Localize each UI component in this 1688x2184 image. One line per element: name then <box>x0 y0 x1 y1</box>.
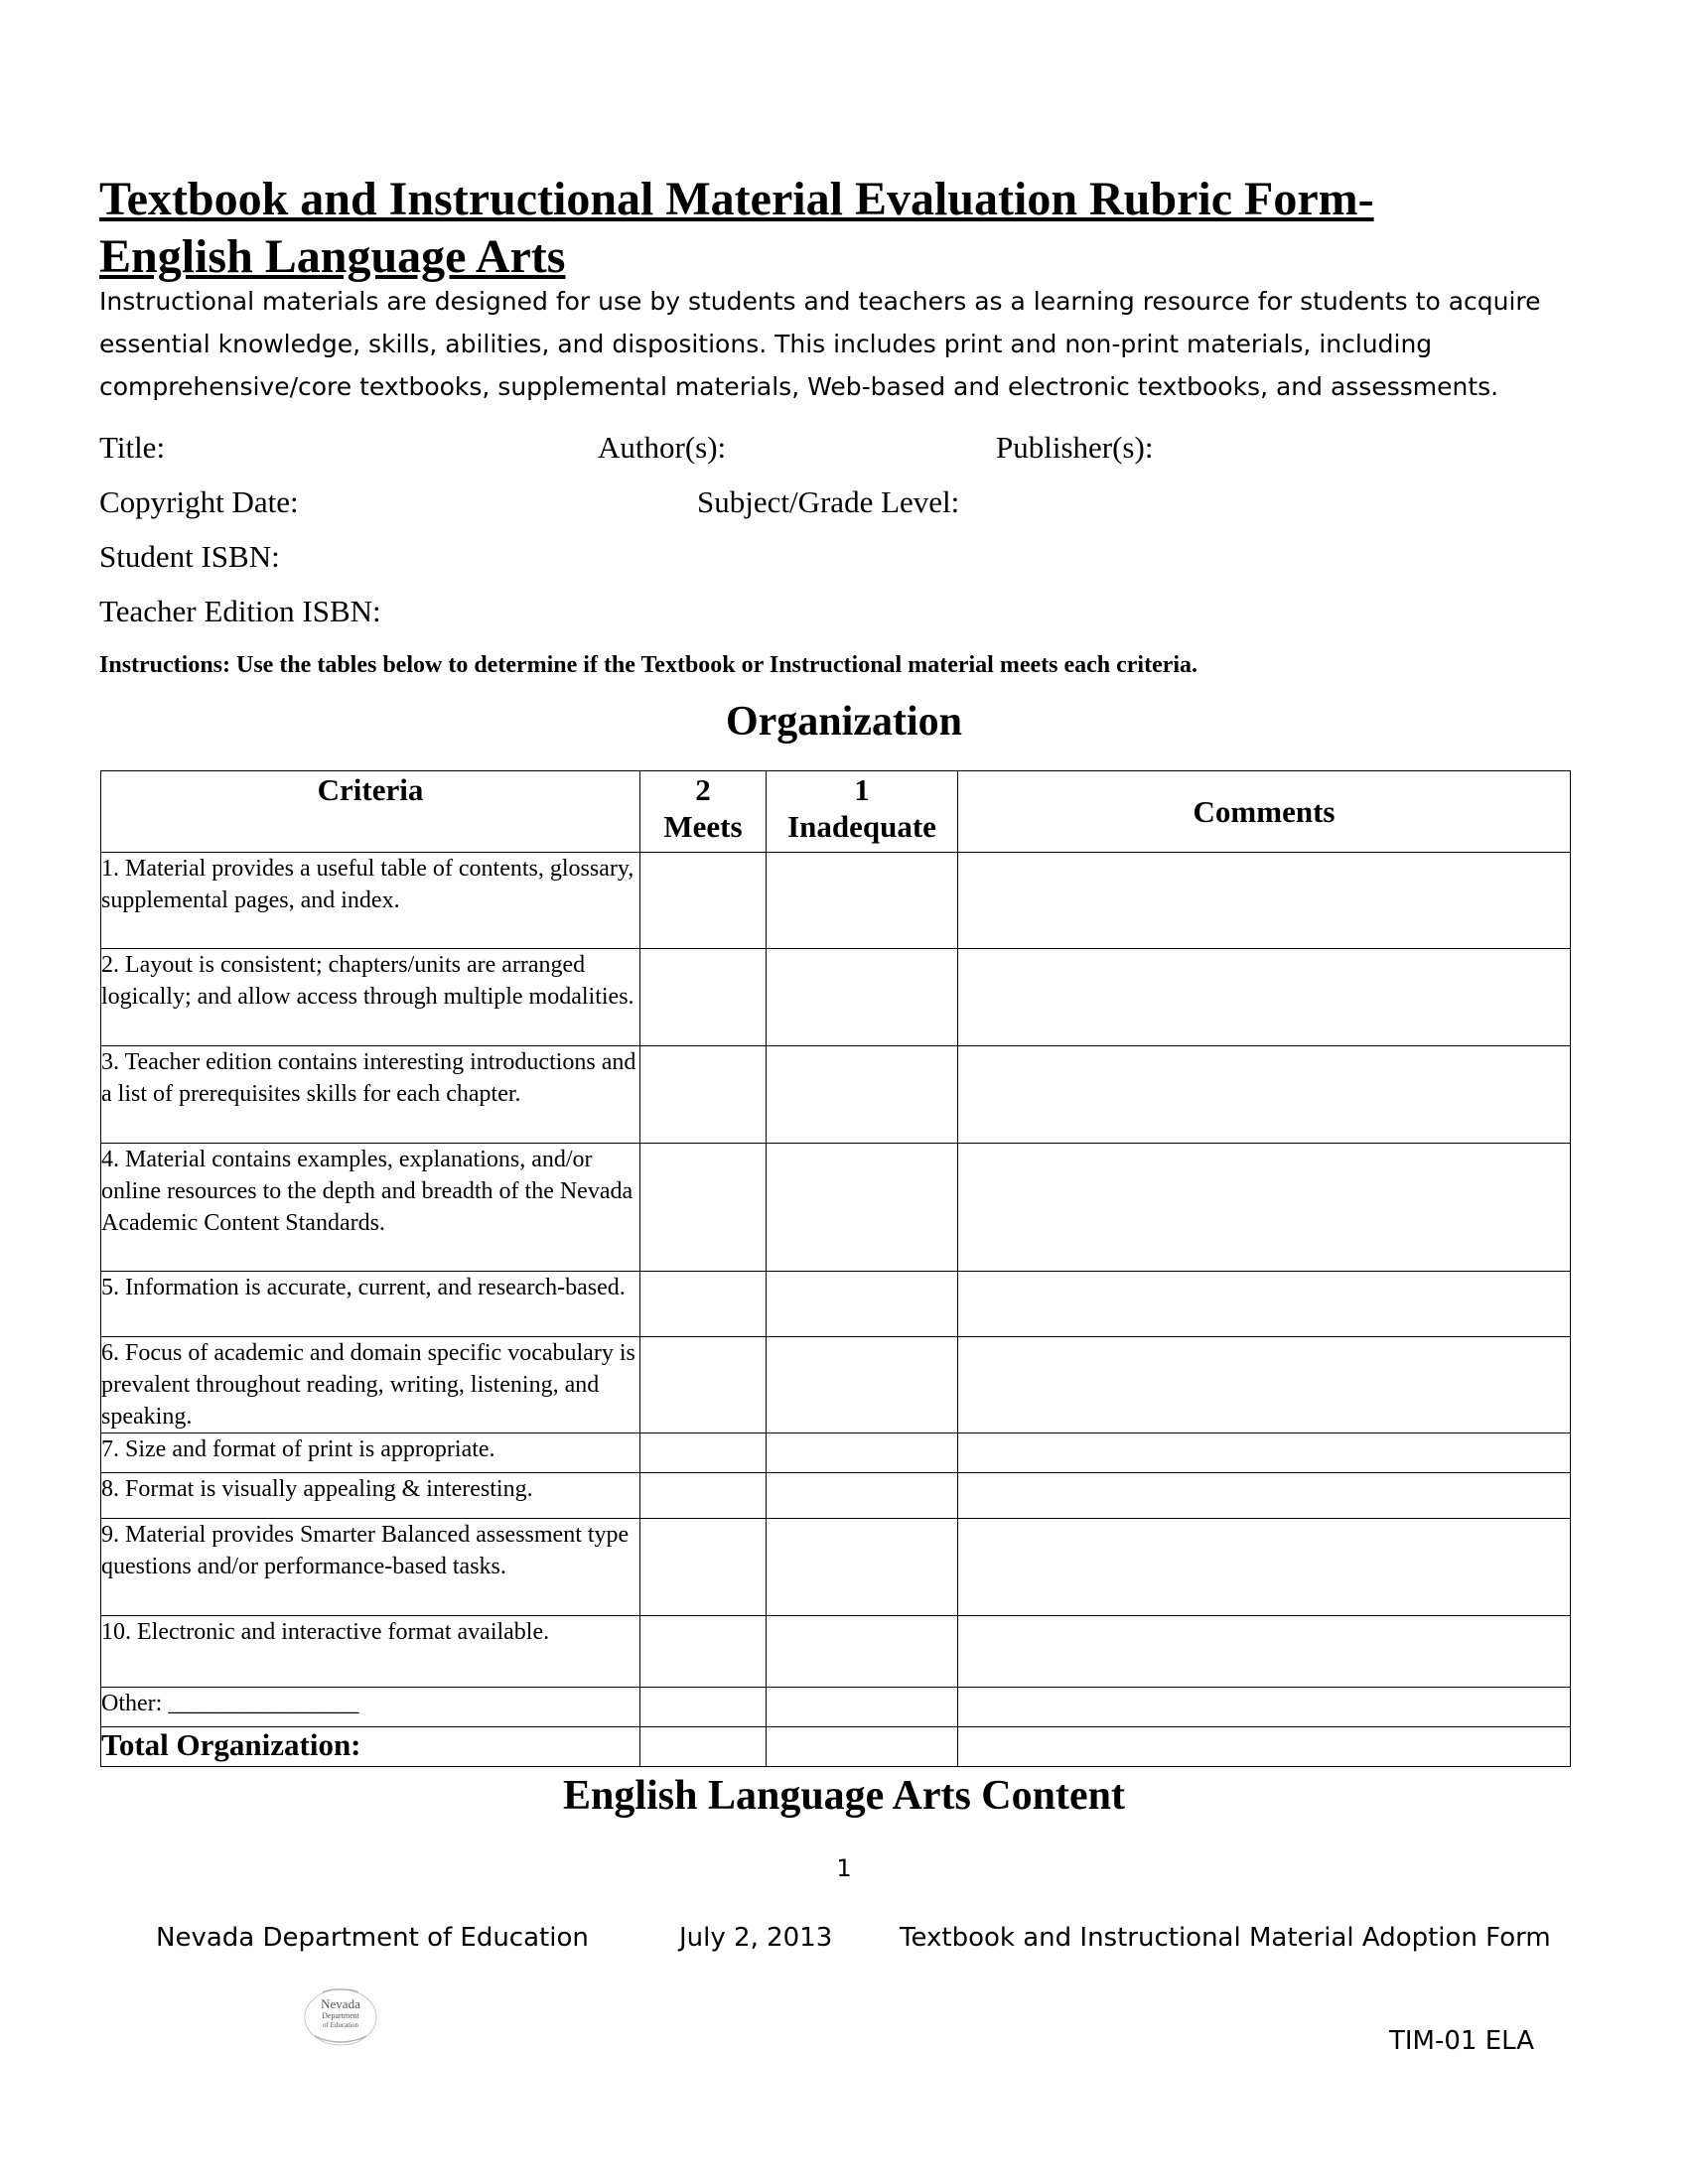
page-number: 1 <box>836 1854 852 1882</box>
criterion-10-text: 10. Electronic and interactive format available. <box>101 1616 640 1688</box>
intro-line-1: Instructional materials are designed for use by students and teachers as a learning resource for students to acquire <box>99 287 1541 316</box>
criterion-4-inadequate-cell[interactable] <box>767 1144 958 1272</box>
table-row <box>101 1046 1571 1144</box>
table-row <box>101 1144 1571 1272</box>
meets-label: Meets <box>663 809 743 844</box>
criterion-2-comments-cell[interactable] <box>958 949 1571 1046</box>
criterion-8-meets-cell[interactable] <box>640 1473 767 1519</box>
criterion-5-comments-cell[interactable] <box>958 1272 1571 1337</box>
inadequate-label: Inadequate <box>787 809 936 844</box>
criterion-3-comments-cell[interactable] <box>958 1046 1571 1144</box>
criterion-7-text: 7. Size and format of print is appropriate. <box>101 1433 640 1473</box>
criterion-3-meets-cell[interactable] <box>640 1046 767 1144</box>
criterion-1-comments-cell[interactable] <box>958 853 1571 949</box>
criterion-7-comments-cell[interactable] <box>958 1433 1571 1473</box>
criterion-2-text: 2. Layout is consistent; chapters/units are arranged logically; and allow access through multiple modalities. <box>101 949 640 1046</box>
teacher-isbn-field-label: Teacher Edition ISBN: <box>99 594 381 628</box>
table-row <box>101 1272 1571 1337</box>
inadequate-column-header <box>767 771 958 853</box>
criterion-1-text: 1. Material provides a useful table of contents, glossary, supplemental pages, and index. <box>101 853 640 949</box>
criterion-other-meets-cell[interactable] <box>640 1688 767 1727</box>
table-row <box>101 1337 1571 1433</box>
table-row <box>101 1519 1571 1616</box>
footer-department: Nevada Department of Education <box>156 1923 589 1953</box>
copyright-date-field-label: Copyright Date: <box>99 484 299 519</box>
organization-rubric-table <box>100 770 1571 1767</box>
criterion-6-comments-cell[interactable] <box>958 1337 1571 1433</box>
criterion-5-text: 5. Information is accurate, current, and research-based. <box>101 1272 640 1337</box>
footer-form-name: Textbook and Instructional Material Adoption Form <box>900 1923 1551 1953</box>
criterion-9-comments-cell[interactable] <box>958 1519 1571 1616</box>
criterion-4-comments-cell[interactable] <box>958 1144 1571 1272</box>
instructions-text: Instructions: Use the tables below to determine if the Textbook or Instructional material meets each criteria. <box>99 652 1198 678</box>
intro-line-3: comprehensive/core textbooks, supplemental materials, Web-based and electronic textbooks, and assessments. <box>99 372 1499 401</box>
title-line-1: Textbook and Instructional Material Evaluation Rubric Form- <box>99 173 1374 225</box>
total-organization-label: Total Organization: <box>101 1727 640 1767</box>
total-inadequate-cell[interactable] <box>767 1727 958 1767</box>
meets-column-header <box>640 771 767 853</box>
criterion-6-text: 6. Focus of academic and domain specific vocabulary is prevalent throughout reading, writing, listening, and speaking. <box>101 1337 640 1433</box>
ela-content-heading: English Language Arts Content <box>563 1773 1125 1819</box>
criterion-other-comments-cell[interactable] <box>958 1688 1571 1727</box>
criterion-7-inadequate-cell[interactable] <box>767 1433 958 1473</box>
criterion-6-inadequate-cell[interactable] <box>767 1337 958 1433</box>
table-row <box>101 1473 1571 1519</box>
criterion-10-comments-cell[interactable] <box>958 1616 1571 1688</box>
criterion-9-meets-cell[interactable] <box>640 1519 767 1616</box>
criterion-other-inadequate-cell[interactable] <box>767 1688 958 1727</box>
criterion-8-text: 8. Format is visually appealing & interesting. <box>101 1473 640 1519</box>
title-line-2: English Language Arts <box>99 230 566 283</box>
title-field-label: Title: <box>99 430 166 465</box>
criterion-4-meets-cell[interactable] <box>640 1144 767 1272</box>
table-row <box>101 949 1571 1046</box>
criterion-3-text: 3. Teacher edition contains interesting introductions and a list of prerequisites skills for each chapter. <box>101 1046 640 1144</box>
footer-date: July 2, 2013 <box>679 1923 833 1953</box>
table-row <box>101 1688 1571 1727</box>
logo-text-3: of Education <box>323 2021 358 2029</box>
logo-text-1: Nevada <box>321 1996 360 2011</box>
organization-heading: Organization <box>726 699 962 745</box>
criterion-5-meets-cell[interactable] <box>640 1272 767 1337</box>
meets-score: 2 <box>695 772 711 807</box>
criterion-5-inadequate-cell[interactable] <box>767 1272 958 1337</box>
student-isbn-field-label: Student ISBN: <box>99 539 280 574</box>
table-row <box>101 1616 1571 1688</box>
criterion-4-text: 4. Material contains examples, explanations, and/or online resources to the depth and breadth of the Nevada Academic Content Standards. <box>101 1144 640 1272</box>
table-row <box>101 853 1571 949</box>
criterion-9-inadequate-cell[interactable] <box>767 1519 958 1616</box>
criterion-1-inadequate-cell[interactable] <box>767 853 958 949</box>
criterion-other-text: Other: ________________ <box>101 1688 640 1727</box>
criterion-8-comments-cell[interactable] <box>958 1473 1571 1519</box>
total-comments-cell[interactable] <box>958 1727 1571 1767</box>
criterion-7-meets-cell[interactable] <box>640 1433 767 1473</box>
criterion-2-inadequate-cell[interactable] <box>767 949 958 1046</box>
criterion-10-inadequate-cell[interactable] <box>767 1616 958 1688</box>
criterion-2-meets-cell[interactable] <box>640 949 767 1046</box>
subject-grade-field-label: Subject/Grade Level: <box>697 484 960 519</box>
criterion-9-text: 9. Material provides Smarter Balanced assessment type questions and/or performance-based tasks. <box>101 1519 640 1616</box>
inadequate-score: 1 <box>854 772 870 807</box>
criterion-10-meets-cell[interactable] <box>640 1616 767 1688</box>
document-title <box>99 171 1589 286</box>
table-row <box>101 1433 1571 1473</box>
nevada-doe-logo-icon <box>301 1986 380 2048</box>
criteria-column-header: Criteria <box>101 771 640 853</box>
intro-paragraph <box>99 280 1589 408</box>
footer-form-code: TIM-01 ELA <box>1389 2026 1535 2056</box>
intro-line-2: essential knowledge, skills, abilities, and dispositions. This includes print and non-print materials, including <box>99 330 1433 358</box>
logo-text-2: Department <box>322 2011 359 2020</box>
authors-field-label: Author(s): <box>598 430 727 465</box>
total-row <box>101 1727 1571 1767</box>
publishers-field-label: Publisher(s): <box>996 430 1154 465</box>
table-header-row <box>101 771 1571 853</box>
comments-column-header: Comments <box>958 771 1571 853</box>
total-meets-cell[interactable] <box>640 1727 767 1767</box>
criterion-1-meets-cell[interactable] <box>640 853 767 949</box>
criterion-3-inadequate-cell[interactable] <box>767 1046 958 1144</box>
criterion-8-inadequate-cell[interactable] <box>767 1473 958 1519</box>
criterion-6-meets-cell[interactable] <box>640 1337 767 1433</box>
